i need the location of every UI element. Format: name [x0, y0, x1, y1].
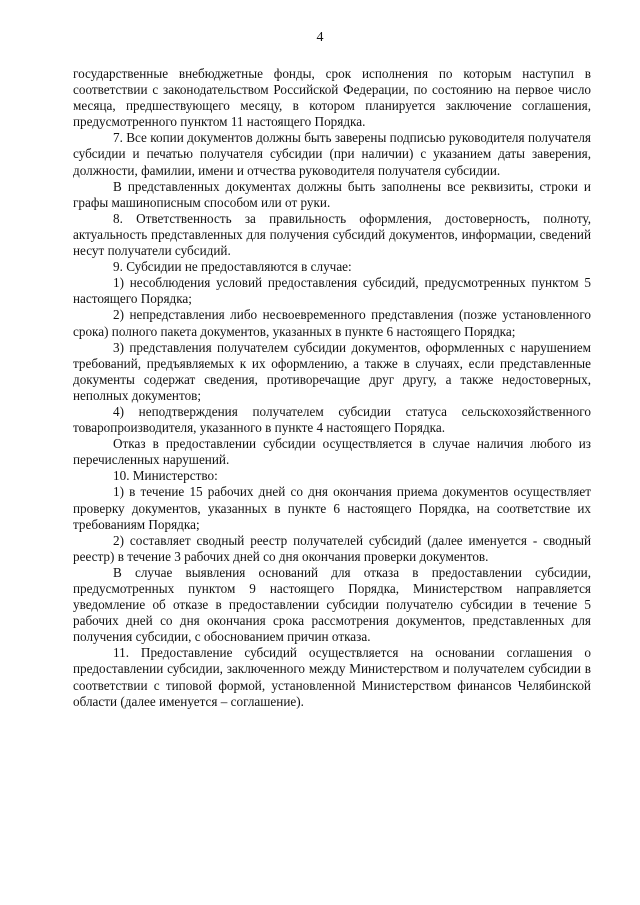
- paragraph-11-agreement: 11. Предоставление субсидий осуществляется на основании соглашения о предоставлении субсидии, заключенного между Министерством и получателем субсидии в соответствии с типовой формой, установленной Министерством финансов Челябинской области (далее именуется – соглашение).: [73, 645, 591, 709]
- paragraph-9-item-2: 2) непредставления либо несвоевременного представления (позже установленного срока) полного пакета документов, указанных в пункте 6 настоящего Порядка;: [73, 307, 591, 339]
- paragraph-refusal: Отказ в предоставлении субсидии осуществляется в случае наличия любого из перечисленных нарушений.: [73, 436, 591, 468]
- paragraph-refusal-notice: В случае выявления оснований для отказа в предоставлении субсидии, предусмотренных пунктом 9 настоящего Порядка, Министерством направляется уведомление об отказе в предоставлении субсидии получателю субсидии в течение 5 рабочих дней со дня окончания срока рассмотрения документов, представленных для получения субсидии, с обоснованием причин отказа.: [73, 564, 591, 645]
- paragraph-funds-continuation: государственные внебюджетные фонды, срок исполнения по которым наступил в соответствии с законодательством Российской Федерации, по состоянию на первое число месяца, предшествующего месяцу, в котором планируется заключение соглашения, предусмотренного пунктом 11 настоящего Порядка.: [73, 66, 591, 130]
- paragraph-9-item-1: 1) несоблюдения условий предоставления субсидий, предусмотренных пунктом 5 настоящего Порядка;: [73, 275, 591, 307]
- paragraph-10-heading: 10. Министерство:: [113, 468, 218, 484]
- paragraph-9-item-3: 3) представления получателем субсидии документов, оформленных с нарушением требований, предъявляемых к их оформлению, а также в случаях, если представленные документы содержат сведения, противоречащие друг другу, а также недостоверных, неполных документов;: [73, 339, 591, 403]
- paragraph-9-heading: 9. Субсидии не предоставляются в случае:: [113, 259, 352, 275]
- paragraph-8-responsibility: 8. Ответственность за правильность оформления, достоверность, полноту, актуальность представленных для получения субсидий документов, информации, сведений несут получатели субсидий.: [73, 210, 591, 259]
- paragraph-9-item-4: 4) неподтверждения получателем субсидии статуса сельскохозяйственного товаропроизводителя, указанного в пункте 4 настоящего Порядка.: [73, 403, 591, 436]
- paragraph-requisites-filled: В представленных документах должны быть заполнены все реквизиты, строки и графы машинописным способом или от руки.: [73, 178, 591, 210]
- document-body: [73, 66, 591, 710]
- page-number: 4: [316, 30, 324, 45]
- paragraph-10-item-1: 1) в течение 15 рабочих дней со дня окончания приема документов осуществляет проверку документов, указанных в пункте 6 настоящего Порядка, на соответствие их требованиям Порядка;: [73, 484, 591, 532]
- paragraph-7-copies-certified: 7. Все копии документов должны быть заверены подписью руководителя получателя субсидии и печатью получателя субсидии (при наличии) с указанием даты заверения, должности, фамилии, имени и отчества руководителя получателя субсидии.: [73, 130, 591, 178]
- paragraph-10-item-2: 2) составляет сводный реестр получателей субсидий (далее именуется - сводный реестр) в течение 3 рабочих дней со дня окончания проверки документов.: [73, 532, 591, 564]
